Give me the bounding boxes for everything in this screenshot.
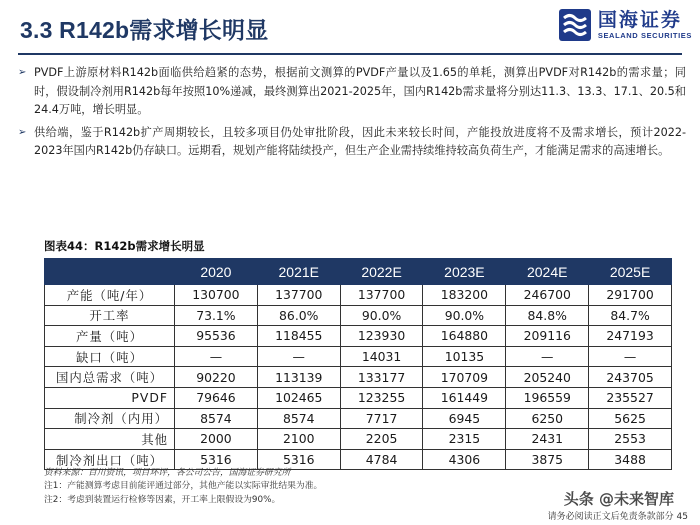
table-row [45,346,672,367]
company-logo [558,8,692,42]
table-header-cell: 2021E [257,259,340,285]
table-cell: — [257,346,340,367]
table-cell: 84.8% [506,305,589,326]
table-cell: 161449 [423,387,506,408]
table-header-cell [45,259,175,285]
table-cell: 6250 [506,408,589,429]
table-cell: — [506,346,589,367]
table-cell: 8574 [175,408,258,429]
bullet-text: PVDF上游原材料R142b面临供给趋紧的态势，根据前文测算的PVDF产量以及1.65的单耗，测算出PVDF对R142b的需求量；同时，假设制冷剂用R142b每年按照10%递减，最终测算出2021-2025年，国内R142b需求量将分别达11.3、13.3、17.1、20.5和24.4万吨，增长明显。 [34,66,686,116]
table-cell: 90220 [175,367,258,388]
table-cell: 90.0% [340,305,423,326]
table-cell: 2100 [257,429,340,450]
table-row [45,326,672,347]
table-cell: 2431 [506,429,589,450]
table-header-cell: 2020 [175,259,258,285]
table-cell: 133177 [340,367,423,388]
page-title: 3.3 R142b需求增长明显 [20,17,269,43]
table-row [45,429,672,450]
row-label: 制冷剂出口（吨） [45,449,175,470]
arrow-bullet-icon: ➢ [18,126,27,138]
row-label: 缺口（吨） [45,346,175,367]
table-cell: 118455 [257,326,340,347]
table-cell: 113139 [257,367,340,388]
table-header-row [45,259,672,285]
table-row [45,305,672,326]
table-cell: 10135 [423,346,506,367]
table-cell: 246700 [506,285,589,306]
table-row [45,387,672,408]
table-cell: 84.7% [589,305,672,326]
table-cell: 205240 [506,367,589,388]
row-label: 国内总需求（吨） [45,367,175,388]
table-header-cell: 2025E [589,259,672,285]
table-cell: 8574 [257,408,340,429]
table-header-cell: 2022E [340,259,423,285]
table-cell: 2315 [423,429,506,450]
logo-cn-text: 国海证券 [597,9,682,31]
table-row [45,285,672,306]
table-cell: 14031 [340,346,423,367]
table-cell: 5316 [175,449,258,470]
table-cell: 5625 [589,408,672,429]
table-cell: 137700 [257,285,340,306]
demand-table [44,258,672,470]
logo-en-text: SEALAND SECURITIES [597,31,692,40]
table-cell: 2205 [340,429,423,450]
table-cell: 79646 [175,387,258,408]
row-label: 产量（吨） [45,326,175,347]
bullet-item [18,64,686,120]
table-header-cell: 2024E [506,259,589,285]
disclaimer-footer: 请务必阅读正文后免责条款部分 45 [547,512,688,522]
table-cell: 137700 [340,285,423,306]
table-cell: 164880 [423,326,506,347]
table-cell: 4784 [340,449,423,470]
bullet-list [18,64,686,165]
table-cell: 123255 [340,387,423,408]
source-note: 资料来源：百川资讯，项目环评，各公司公告，国海证券研究所 [44,468,291,478]
row-label: PVDF [45,387,175,408]
bullet-item [18,124,686,161]
table-cell: 95536 [175,326,258,347]
table-cell: 2000 [175,429,258,450]
watermark: 头条 @未来智库 [563,490,674,508]
row-label: 开工率 [45,305,175,326]
sealand-logo-icon [558,8,592,42]
arrow-bullet-icon: ➢ [18,67,27,78]
table-header-cell: 2023E [423,259,506,285]
table-caption: 图表44：R142b需求增长明显 [44,239,205,253]
note-1: 注1：产能测算考虑目前能评通过部分，其他产能以实际审批结果为准。 [44,481,323,492]
table-cell: 5316 [257,449,340,470]
table-cell: 3875 [506,449,589,470]
table-cell: 102465 [257,387,340,408]
notes-block [44,467,322,507]
table-cell: — [175,346,258,367]
table-cell: 243705 [589,367,672,388]
bullet-text: 供给端，鉴于R142b扩产周期较长，且较多项目仍处审批阶段，因此未来较长时间，产能投放进度将不及需求增长，预计2022-2023年国内R142b仍存缺口。远期看，规划产能将陆续投产，但生产企业需持续维持较高负荷生产，才能满足需求的高速增长。 [34,125,686,157]
table-cell: 183200 [423,285,506,306]
table-cell: 123930 [340,326,423,347]
table-cell: 235527 [589,387,672,408]
row-label: 其他 [45,429,175,450]
table-cell: 90.0% [423,305,506,326]
table-cell: 3488 [589,449,672,470]
table-cell: 7717 [340,408,423,429]
title-divider [18,53,682,55]
table-cell: 2553 [589,429,672,450]
table-row [45,408,672,429]
table-cell: 170709 [423,367,506,388]
table-row [45,367,672,388]
table-cell: 86.0% [257,305,340,326]
table-cell: 196559 [506,387,589,408]
table-cell: 4306 [423,449,506,470]
note-2: 注2：考虑到装置运行检修等因素，开工率上限假设为90%。 [44,494,281,505]
table-cell: 247193 [589,326,672,347]
table-cell: 73.1% [175,305,258,326]
table-cell: 6945 [423,408,506,429]
table-cell: 291700 [589,285,672,306]
row-label: 产能（吨/年） [45,285,175,306]
row-label: 制冷剂（内用） [45,408,175,429]
table-cell: — [589,346,672,367]
table-cell: 209116 [506,326,589,347]
table-cell: 130700 [175,285,258,306]
